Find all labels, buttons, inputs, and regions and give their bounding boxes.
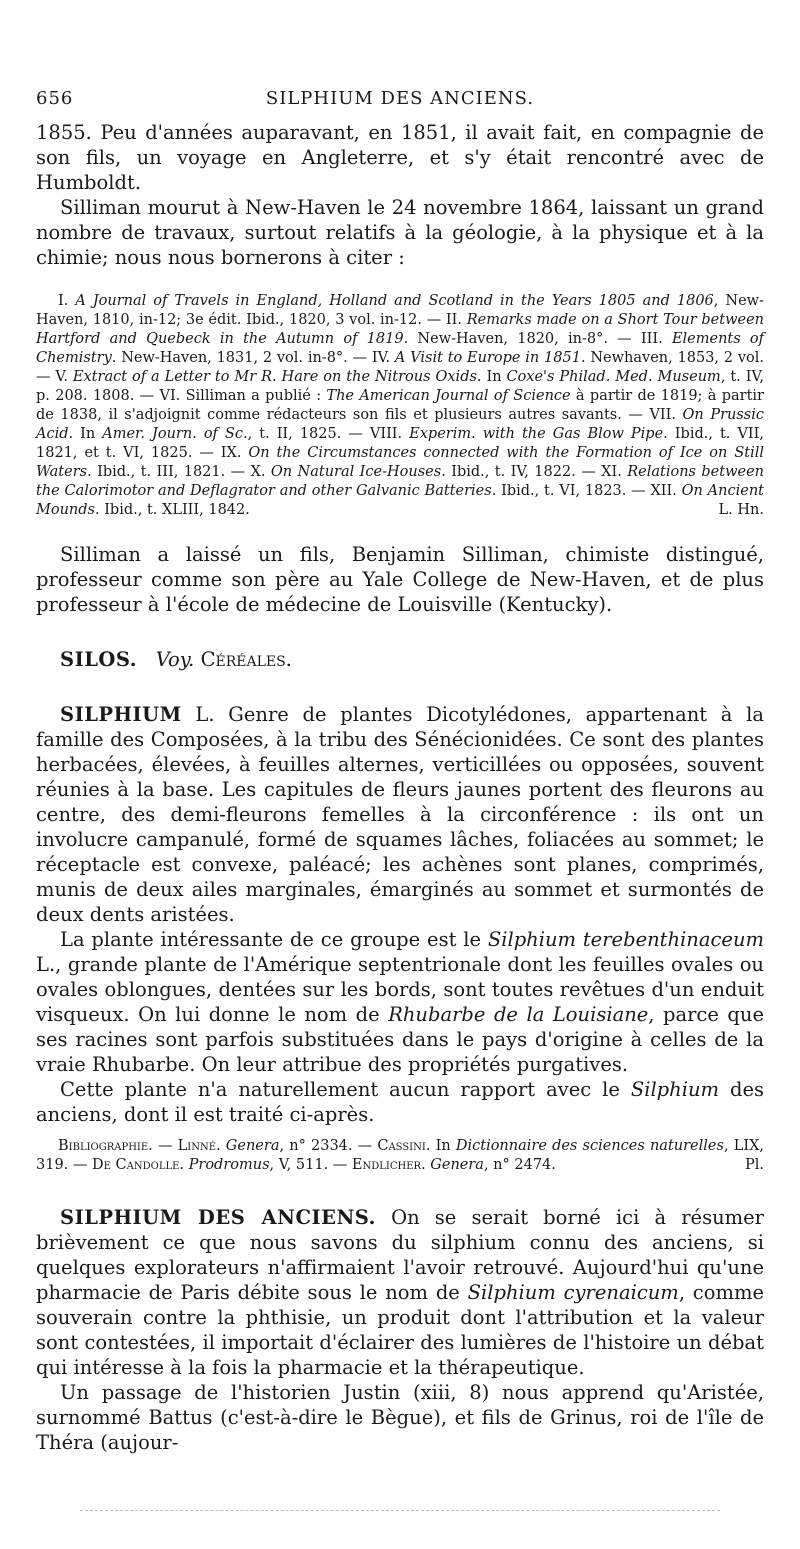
paragraph-silliman-son: Silliman a laissé un fils, Benjamin Silliman, chimiste distingué, professeur comme son père au Yale College de New-Haven, et de plus professeur à l'école de médecine de Louisville (Kentucky).	[36, 543, 764, 616]
entry-heading-silos: SILOS.	[60, 648, 138, 671]
entry-silphium: SILPHIUM L. Genre de plantes Dicotylédones, appartenant à la famille des Composées, à la tribu des Sénécionidées. Ce sont des plantes herbacées, élevées, à feuilles alternes, verticillées ou opposées, souvent réunies à la base. Les capitules de fleurs jaunes portent des fleurons au centre, des demi-fleurons femelles à la circonférence : ils ont un involucre campanulé, formé de squames lâches, foliacées au sommet; le réceptacle est convexe, paléacé; les achènes sont planes, comprimés, munis de deux ailes marginales, émarginés au sommet et surmontés de deux dents aristées.	[36, 703, 764, 926]
page-header	[36, 88, 764, 114]
page-number: 656	[36, 88, 74, 109]
silphium-bibliography: Bibliographie. — Linné. Genera, n° 2334. — Cassini. In Dictionnaire des sciences naturelles, LIX, 319. — De Candolle. Prodromus, V, 511. — Endlicher. Genera, n° 2474. Pl.	[36, 1138, 764, 1173]
entry-heading-silphium-des-anciens: SILPHIUM DES ANCIENS.	[60, 1206, 376, 1229]
paragraph-silliman-death: Silliman mourut à New-Haven le 24 novembre 1864, laissant un grand nombre de travaux, surtout relatifs à la géologie, à la physique et à la chimie; nous nous bornerons à citer :	[36, 196, 764, 269]
silliman-bibliography: I. A Journal of Travels in England, Holland and Scotland in the Years 1805 and 1806, New-Haven, 1810, in-12; 3e édit. Ibid., 1820, 3 vol. in-12. — II. Remarks made on a Short Tour between Hartford and Quebeck in the Autumn of 1819. New-Haven, 1820, in-8°. — III. Elements of Chemistry. New-Haven, 1831, 2 vol. in-8°. — IV. A Visit to Europe in 1851. Newhaven, 1853, 2 vol. — V. Extract of a Letter to Mr R. Hare on the Nitrous Oxids. In Coxe's Philad. Med. Museum, t. IV, p. 208. 1808. — VI. Silliman a publié : The American Journal of Science à partir de 1819; à partir de 1838, il s'adjoignit comme rédacteurs son fils et plusieurs autres savants. — VII. On Prussic Acid. In Amer. Journ. of Sc., t. II, 1825. — VIII. Experim. with the Gas Blow Pipe. Ibid., t. VII, 1821, et t. VI, 1825. — IX. On the Circumstances connected with the Formation of Ice on Still Waters. Ibid., t. III, 1821. — X. On Natural Ice-Houses. Ibid., t. IV, 1822. — XI. Relations between the Calorimotor and Deflagrator and other Galvanic Batteries. Ibid., t. VI, 1823. — XII. On Ancient Mounds. Ibid., t. XLIII, 1842. L. Hn.	[36, 293, 765, 518]
cross-reference: Céréales.	[200, 648, 292, 671]
author-signature: Pl.	[744, 1157, 764, 1173]
entry-silos: SILOS. Voy. Céréales.	[60, 648, 292, 671]
author-signature: L. Hn.	[718, 502, 764, 518]
bottom-divider	[80, 1510, 720, 1511]
paragraph-silliman-travel: 1855. Peu d'années auparavant, en 1851, il avait fait, en compagnie de son fils, un voyage en Angleterre, et s'y était rencontré avec de Humboldt.	[36, 121, 764, 194]
paragraph-silphium-note: Cette plante n'a naturellement aucun rapport avec le Silphium des anciens, dont il est traité ci-après.	[36, 1078, 764, 1126]
paragraph-silphium-plant: La plante intéressante de ce groupe est le Silphium terebenthinaceum L., grande plante de l'Amérique septentrionale dont les feuilles ovales ou ovales oblongues, dentées sur les bords, sont toutes revêtues d'un enduit visqueux. On lui donne le nom de Rhubarbe de la Louisiane, parce que ses racines sont parfois substituées dans le pays d'origine à celles de la vraie Rhubarbe. On leur attribue des propriétés purgatives.	[36, 928, 764, 1076]
page-content	[36, 120, 764, 1455]
paragraph-justin-passage: Un passage de l'historien Justin (xiii, 8) nous apprend qu'Aristée, surnommé Battus (c'est-à-dire le Bègue), et fils de Grinus, roi de l'île de Théra (aujour-	[36, 1381, 764, 1454]
running-title: SILPHIUM DES ANCIENS.	[265, 88, 535, 109]
entry-silphium-des-anciens: SILPHIUM DES ANCIENS. On se serait borné ici à résumer brièvement ce que nous savons du silphium connu des anciens, si quelques explorateurs n'affirmaient l'avoir retrouvé. Aujourd'hui qu'une pharmacie de Paris débite sous le nom de Silphium cyrenaicum, comme souverain contre la phthisie, un produit dont l'attribution et la valeur sont contestées, il importait d'éclairer des lumières de l'histoire un débat qui intéresse à la fois la pharmacie et la thérapeutique.	[36, 1206, 765, 1379]
entry-heading-silphium: SILPHIUM	[60, 703, 182, 726]
